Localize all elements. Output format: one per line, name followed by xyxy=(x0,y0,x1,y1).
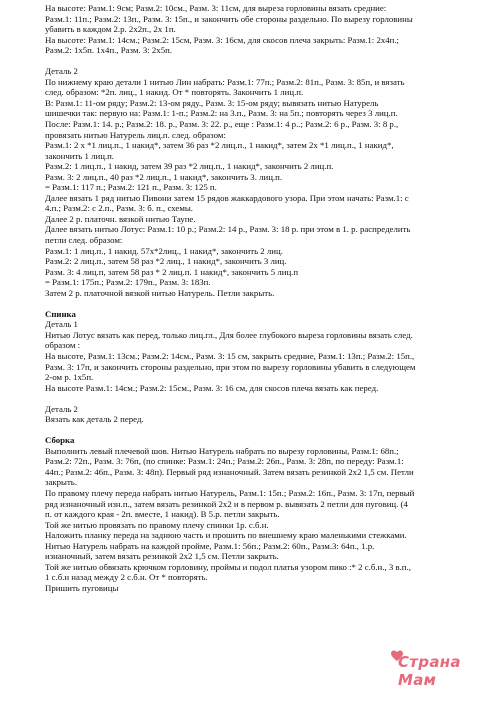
text-line: Разм.2: 1х5п. 1х4п., Разм. 3: 2х5п. xyxy=(45,45,173,56)
text-line: Разм.2: 2 лиц.п., затем 58 раз *2 лиц., 1 накид*, закончить 3 лиц. xyxy=(45,256,287,267)
text-line: Той же нитью провязать по правому плечу спинки 1р. с.б.н. xyxy=(45,519,269,530)
text-line: образом : xyxy=(45,340,81,351)
section-heading: Сборка xyxy=(45,435,75,446)
text-line: На высоте Разм.1: 14см.; Разм.2: 15см., Разм. 3: 16 см, для скосов плеча вязать как перед. xyxy=(45,382,379,393)
text-line: Разм. 3: 2 лиц.п., 40 раз *2 лиц.п., 1 накид*, закончить 3. лиц.п. xyxy=(45,171,283,182)
text-line: Нитью Натурель набрать на каждой пройме, Разм.1: 56п.; Разм.2: 60п., Разм.3: 64п., 1.р. xyxy=(45,540,375,551)
text-line: Пришить пуговицы xyxy=(45,582,119,593)
text-line: шишечки так: первую на: Разм.1: 1-п.; Разм.2: на 3.п., Разм. 3: на 5п.; повторять через 3 лиц.п. xyxy=(45,108,398,119)
text-line: Разм.2: 72п., Разм. 3: 76п, (по спинке: Разм.1: 24п.; Разм.2: 26п., Разм. 3: 28п, по переду: Разм.1: xyxy=(45,456,404,467)
text-line: Нитью Лотус вязать как перед, только лиц.гл., Для более глубокого выреза горловины вязать след. xyxy=(45,329,413,340)
paragraph-gap xyxy=(45,393,485,404)
text-line: закончить 1 лиц.п. xyxy=(45,150,115,161)
text-line: Разм. 3: 17п, и закончить стороны раздельно, при этом по вырезу горловины убавить в следующем xyxy=(45,361,416,372)
text-line: п. от каждого края - 2п. вместе, 1 накид). В 5.р. петли закрыть. xyxy=(45,509,280,520)
text-line: закрыть. xyxy=(45,477,78,488)
text-line: = Разм.1: 117 п.; Разм.2: 121 п., Разм. 3: 125 п. xyxy=(45,182,217,193)
text-line: 2-ом р. 1х5п. xyxy=(45,372,94,383)
text-line: Вязать как деталь 2 перед. xyxy=(45,414,144,425)
paragraph-gap xyxy=(45,298,485,309)
text-line: Затем 2 р. платочной вязкой нитью Натурель. Петли закрыть. xyxy=(45,287,275,298)
text-line: Деталь 2 xyxy=(45,66,78,77)
text-line: 4.п.; Разм.2: с 2.п., Разм. 3: б. п., схемы. xyxy=(45,203,193,214)
text-line: Разм.1: 2 х *1 лиц.п., 1 накид*, затем 36 раз *2 лиц.п., 1 накид*, затем 2х *1 лиц.п., 1 накид*, xyxy=(45,140,394,151)
text-line: убавить в каждом 2.р. 2х2п., 2х 1п. xyxy=(45,24,176,35)
text-line: след. образом: *2п. лиц., 1 накид. От * повторять. Закончить 1 лиц.п. xyxy=(45,87,304,98)
text-line: изнаночный, затем вязать резинкой 2х2 1,5 см. Петли закрыть. xyxy=(45,551,279,562)
text-line: Далее вязать 1 ряд нитью Пивони затем 15 рядов жаккардового узора. При этом начать: Разм.1: с xyxy=(45,192,409,203)
text-line: Той же нитью обвязать крючком горловину, проймы и подол платья узором пико :* 2 с.б.н., 3 в.п., xyxy=(45,561,411,572)
text-line: 1 с.б.н назад между 2 с.б.н. От * повторять. xyxy=(45,572,208,583)
paragraph-gap xyxy=(45,425,485,436)
text-line: По правому плечу переда набрать нитью Натурель, Разм.1: 15п.; Разм.2: 16п., Разм. 3: 17п, первый xyxy=(45,487,415,498)
text-line: Деталь 1 xyxy=(45,319,78,330)
text-line: ряд изнаночный изн.п., затем вязать резинкой 2х2 и в первом р. вывязать 2 петли для пуговиц. (4 xyxy=(45,498,408,509)
site-watermark xyxy=(390,647,490,687)
text-line: Далее 2 р. платочн. вязкой нитью Таупе. xyxy=(45,213,196,224)
text-line: После: Разм.1: 14. р.; Разм.2: 18. р., Разм. 3: 22. р., еще : Разм.1: 4 р..; Разм.2: 6 р., Разм. 3: 8 р., xyxy=(45,118,399,129)
text-line: провязать нитью Натурель лиц.п. след. образом: xyxy=(45,129,226,140)
document-body xyxy=(45,3,485,593)
paragraph-gap xyxy=(45,56,485,67)
text-line: петли след. образом: xyxy=(45,234,123,245)
text-line: Разм.1: 1 лиц.п., 1 накид. 57х*2лиц., 1 накид*, закончить 2 лиц. xyxy=(45,245,283,256)
text-line: Разм.1: 11п.; Разм.2: 13п., Разм. 3: 15п., и закончить обе стороны раздельно. По вырезу горловины xyxy=(45,13,413,24)
text-line: Выполнить левый плечевой шов. Нитью Натурель набрать по вырезу горловины, Разм.1: 68п.; xyxy=(45,445,399,456)
watermark-text: Страна Мам xyxy=(398,653,461,689)
text-line: Разм.2: 1 лиц.п., 1 накид, затем 39 раз *2 лиц.п., 1 накид*, закончить 2 лиц.п. xyxy=(45,161,334,172)
section-heading: Спинка xyxy=(45,308,76,319)
text-line: На высоте: Разм.1: 14см.; Разм.2: 15см, Разм. 3: 16см, для скосов плеча закрыть: Разм.1: 2х4п.; xyxy=(45,34,399,45)
text-line: Наложить планку переда на заднюю часть и прошить по внешнему краю маленькими стежками. xyxy=(45,530,407,541)
text-line: В: Разм.1: 11-ом ряду; Разм.2: 13-ом ряду., Разм. 3: 15-ом ряду; вывязать нитью Натурель xyxy=(45,97,379,108)
text-line: На высоте: Разм.1: 9см; Разм.2: 10см., Разм. 3: 11см, для выреза горловины вязать средние: xyxy=(45,3,387,13)
text-line: = Разм.1: 175п.; Разм.2: 179п., Разм. 3: 183п. xyxy=(45,277,211,288)
text-line: Деталь 2 xyxy=(45,403,78,414)
text-line: 44п.; Разм.2: 46п., Разм. 3: 48п). Первый ряд изнаночный. Затем вязать резинкой 2х2 1,5 см. Петли xyxy=(45,466,414,477)
text-line: Разм. 3: 4 лиц.п, затем 58 раз * 2 лиц.п. 1 накид*, закончить 5 лиц.п xyxy=(45,266,299,277)
text-line: На высоте, Разм.1: 13см.; Разм.2: 14см., Разм. 3: 15 см, закрыть средние, Разм.1: 13п.; Разм.2: 15п., xyxy=(45,350,415,361)
text-line: По нижнему краю детали 1 нитью Лин набрать: Разм.1: 77п.; Разм.2: 81п., Разм. 3: 85п, и вязать xyxy=(45,76,405,87)
text-line: Далее вязать нитью Лотус: Разм.1: 10 р.; Разм.2: 14 р., Разм. 3: 18 р. при этом в 1. р. распределить xyxy=(45,224,411,235)
